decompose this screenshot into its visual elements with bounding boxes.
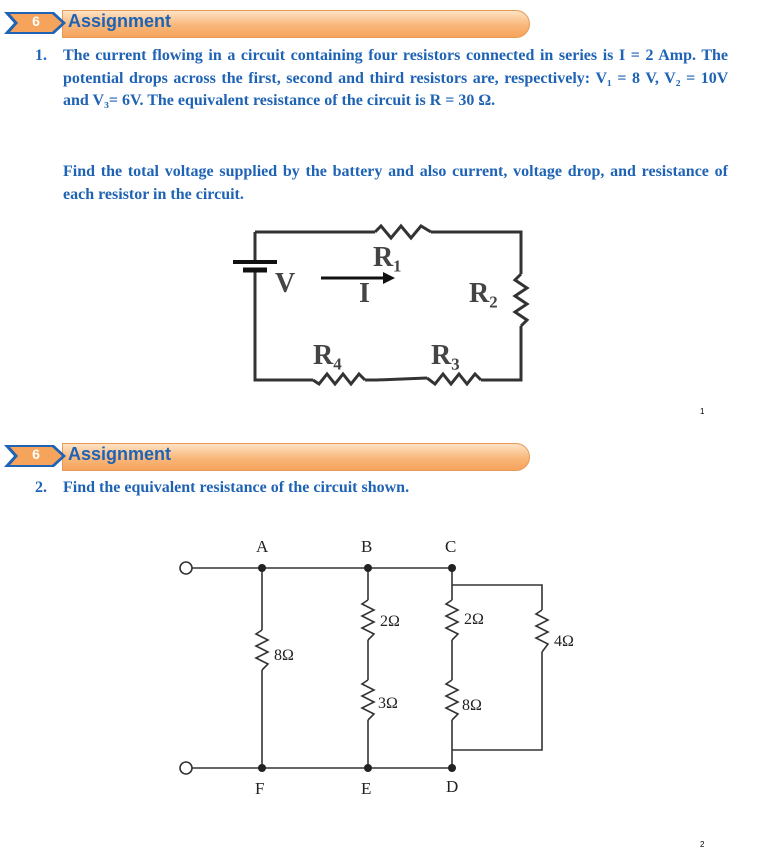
label-r3: R₃ xyxy=(431,340,460,371)
resistor-r1 xyxy=(375,226,431,238)
node-e: E xyxy=(361,779,372,798)
label-r2: R₂ xyxy=(469,278,498,309)
resistor-2-ohm-b xyxy=(362,600,374,640)
node-dots xyxy=(258,564,456,772)
resistor-2-ohm-c xyxy=(446,600,458,640)
question-1 xyxy=(35,45,729,113)
question-2 xyxy=(35,477,728,500)
section-title: Assignment xyxy=(68,444,172,464)
voltage-v3: and V₃= 6V. xyxy=(63,92,144,109)
question-text: Find the equivalent resistance of the circuit shown. xyxy=(63,479,410,496)
resistor-4-ohm xyxy=(536,610,548,652)
label-4-ohm: 4Ω xyxy=(554,633,574,650)
resistor-3-ohm-b xyxy=(362,680,374,720)
label-r1: R₁ xyxy=(373,242,402,273)
node-a: A xyxy=(256,537,269,556)
resistor-r3 xyxy=(427,374,481,384)
section-banner-1 xyxy=(4,10,530,38)
node-c: C xyxy=(445,537,457,556)
node-f: F xyxy=(255,779,265,798)
question-1-task xyxy=(63,161,728,206)
current-arrow-icon xyxy=(321,272,395,284)
label-8-ohm-af: 8Ω xyxy=(274,647,294,664)
label-voltage: V xyxy=(275,268,296,299)
battery-icon xyxy=(233,262,277,270)
badge-number: 6 xyxy=(32,13,40,29)
resistor-r2 xyxy=(515,274,527,326)
node-b: B xyxy=(361,537,373,556)
resistor-8-ohm-c xyxy=(446,680,458,720)
parallel-circuit-diagram xyxy=(170,530,574,805)
voltage-v2: V₂ = 10V xyxy=(664,69,729,87)
label-2-ohm-b: 2Ω xyxy=(380,613,400,630)
section-banner-2 xyxy=(4,443,530,471)
page-number-1: 1 xyxy=(700,407,705,416)
resistor-8-ohm-af xyxy=(256,630,268,670)
page-number-2: 2 xyxy=(700,840,705,849)
label-r4: R₄ xyxy=(313,340,342,371)
question-number: 2. xyxy=(35,479,47,496)
voltage-v1: V₁ = 8 V, xyxy=(595,69,659,87)
question-text-part3: Find the total voltage supplied by the battery and also current, voltage drop, and resistance of each resistor in the circuit. xyxy=(63,163,728,203)
resistor-r4 xyxy=(313,374,365,384)
question-number: 1. xyxy=(35,47,47,64)
question-text-part1: The current flowing in a circuit containing four resistors connected in series is I = 2 Amp. The potential drops across the first, second and third resistors are, respectively: xyxy=(63,47,728,87)
series-circuit-diagram xyxy=(225,218,535,388)
label-8-ohm-c: 8Ω xyxy=(462,697,482,714)
label-3-ohm-b: 3Ω xyxy=(378,695,398,712)
badge-number: 6 xyxy=(32,446,40,462)
label-2-ohm-c: 2Ω xyxy=(464,611,484,628)
node-d: D xyxy=(446,777,459,796)
label-current: I xyxy=(359,278,370,309)
section-title: Assignment xyxy=(68,11,172,31)
question-text-part2: The equivalent resistance of the circuit is R = 30 Ω. xyxy=(147,92,496,109)
